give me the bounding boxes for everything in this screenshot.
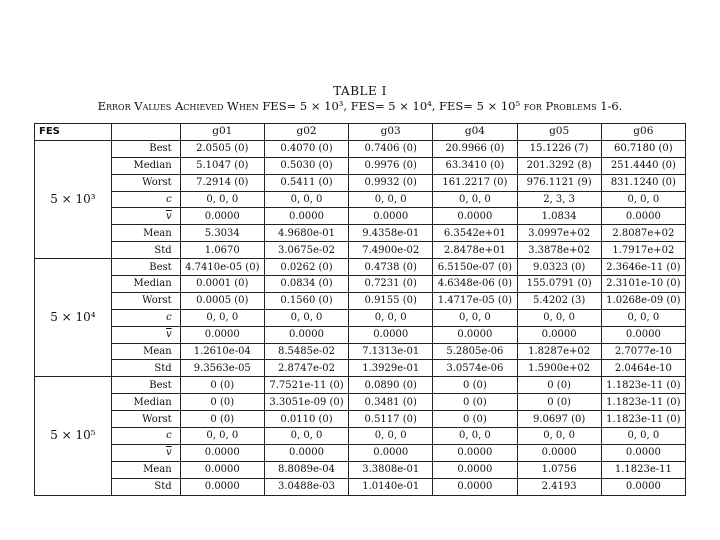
value-cell: 2.3646e-11 (0) xyxy=(601,259,685,276)
value-cell: 201.3292 (8) xyxy=(517,157,601,174)
value-cell: 9.0323 (0) xyxy=(517,259,601,276)
value-cell: 0 (0) xyxy=(433,377,517,394)
value-cell: 7.7521e-11 (0) xyxy=(264,377,348,394)
value-cell: 2.0505 (0) xyxy=(180,140,264,157)
metric-label-cell: $\overline{v}$ xyxy=(111,326,180,343)
value-cell: 3.0675e-02 xyxy=(264,242,348,259)
value-cell: 15.1226 (7) xyxy=(517,140,601,157)
value-cell: 7.1313e-01 xyxy=(349,343,433,360)
value-cell: 0.0000 xyxy=(601,326,685,343)
value-cell: 1.0834 xyxy=(517,208,601,225)
value-cell: 0, 0, 0 xyxy=(264,191,348,208)
table-row xyxy=(35,377,686,394)
value-cell: 2.8478e+01 xyxy=(433,242,517,259)
value-cell: 0, 0, 0 xyxy=(349,428,433,445)
problem-header: g03 xyxy=(349,124,433,141)
metric-label-cell: Mean xyxy=(111,225,180,242)
value-cell: 20.9966 (0) xyxy=(433,140,517,157)
fes-value-cell: 5 × 10⁵ xyxy=(35,377,112,495)
fes-header: FES xyxy=(35,124,112,141)
metric-label-cell: Worst xyxy=(111,174,180,191)
table-row xyxy=(35,326,686,343)
metric-label-cell: c xyxy=(111,309,180,326)
value-cell: 1.0140e-01 xyxy=(349,478,433,495)
metric-label-cell: c xyxy=(111,191,180,208)
header-row xyxy=(35,124,686,141)
value-cell: 0.0262 (0) xyxy=(264,259,348,276)
value-cell: 9.3563e-05 xyxy=(180,360,264,377)
value-cell: 0.0000 xyxy=(433,208,517,225)
value-cell: 0.5117 (0) xyxy=(349,411,433,428)
problem-header: g05 xyxy=(517,124,601,141)
value-cell: 0.5411 (0) xyxy=(264,174,348,191)
value-cell: 0.3481 (0) xyxy=(349,394,433,411)
value-cell: 0.7231 (0) xyxy=(349,276,433,293)
value-cell: 0.0000 xyxy=(433,444,517,461)
value-cell: 0.0890 (0) xyxy=(349,377,433,394)
table-row xyxy=(35,191,686,208)
table-title: TABLE I xyxy=(333,84,387,98)
value-cell: 0, 0, 0 xyxy=(180,309,264,326)
value-cell: 1.2610e-04 xyxy=(180,343,264,360)
value-cell: 1.0268e-09 (0) xyxy=(601,292,685,309)
value-cell: 3.3051e-09 (0) xyxy=(264,394,348,411)
value-cell: 2.3101e-10 (0) xyxy=(601,276,685,293)
value-cell: 0.4738 (0) xyxy=(349,259,433,276)
value-cell: 0, 0, 0 xyxy=(433,309,517,326)
metric-label-cell: $\overline{v}$ xyxy=(111,208,180,225)
value-cell: 0.9155 (0) xyxy=(349,292,433,309)
metric-label-cell: Mean xyxy=(111,343,180,360)
metric-label-cell: Std xyxy=(111,242,180,259)
value-cell: 0.0000 xyxy=(349,444,433,461)
value-cell: 2.8087e+02 xyxy=(601,225,685,242)
table-row xyxy=(35,276,686,293)
table-row xyxy=(35,259,686,276)
value-cell: 9.0697 (0) xyxy=(517,411,601,428)
value-cell: 2.0464e-10 xyxy=(601,360,685,377)
value-cell: 3.3808e-01 xyxy=(349,461,433,478)
value-cell: 2.7077e-10 xyxy=(601,343,685,360)
table-row xyxy=(35,444,686,461)
value-cell: 0.0000 xyxy=(517,444,601,461)
metric-label-cell: c xyxy=(111,428,180,445)
value-cell: 3.0997e+02 xyxy=(517,225,601,242)
value-cell: 63.3410 (0) xyxy=(433,157,517,174)
value-cell: 0, 0, 0 xyxy=(180,428,264,445)
value-cell: 7.2914 (0) xyxy=(180,174,264,191)
value-cell: 0.5030 (0) xyxy=(264,157,348,174)
value-cell: 1.7917e+02 xyxy=(601,242,685,259)
value-cell: 0 (0) xyxy=(433,394,517,411)
value-cell: 1.1823e-11 (0) xyxy=(601,411,685,428)
table-row xyxy=(35,478,686,495)
value-cell: 2.4193 xyxy=(517,478,601,495)
value-cell: 3.0488e-03 xyxy=(264,478,348,495)
metric-label-cell: Best xyxy=(111,140,180,157)
fes-value-cell: 5 × 10⁴ xyxy=(35,259,112,377)
metric-label-cell: Std xyxy=(111,360,180,377)
value-cell: 976.1121 (9) xyxy=(517,174,601,191)
metric-header xyxy=(111,124,180,141)
metric-label-cell: Std xyxy=(111,478,180,495)
value-cell: 0, 0, 0 xyxy=(601,191,685,208)
value-cell: 0.4070 (0) xyxy=(264,140,348,157)
value-cell: 0, 0, 0 xyxy=(180,191,264,208)
value-cell: 4.7410e-05 (0) xyxy=(180,259,264,276)
value-cell: 1.8287e+02 xyxy=(517,343,601,360)
value-cell: 1.1823e-11 (0) xyxy=(601,377,685,394)
value-cell: 0.0000 xyxy=(433,461,517,478)
metric-label-cell: Best xyxy=(111,259,180,276)
value-cell: 0, 0, 0 xyxy=(601,309,685,326)
value-cell: 0, 0, 0 xyxy=(517,428,601,445)
value-cell: 1.1823e-11 xyxy=(601,461,685,478)
table-row xyxy=(35,411,686,428)
value-cell: 0.0000 xyxy=(601,444,685,461)
value-cell: 1.3929e-01 xyxy=(349,360,433,377)
value-cell: 0.1560 (0) xyxy=(264,292,348,309)
value-cell: 0.7406 (0) xyxy=(349,140,433,157)
metric-label-cell: Median xyxy=(111,157,180,174)
value-cell: 5.1047 (0) xyxy=(180,157,264,174)
table-row xyxy=(35,343,686,360)
value-cell: 9.4358e-01 xyxy=(349,225,433,242)
table-row xyxy=(35,309,686,326)
metric-label-cell: Median xyxy=(111,276,180,293)
table-row xyxy=(35,461,686,478)
table-row xyxy=(35,242,686,259)
table-row xyxy=(35,174,686,191)
table-row xyxy=(35,292,686,309)
value-cell: 0 (0) xyxy=(433,411,517,428)
problem-header: g02 xyxy=(264,124,348,141)
value-cell: 60.7180 (0) xyxy=(601,140,685,157)
value-cell: 0.0000 xyxy=(349,326,433,343)
value-cell: 0.0000 xyxy=(601,208,685,225)
value-cell: 0.9932 (0) xyxy=(349,174,433,191)
value-cell: 0.0000 xyxy=(264,444,348,461)
value-cell: 161.2217 (0) xyxy=(433,174,517,191)
table-body xyxy=(35,140,686,495)
value-cell: 4.6348e-06 (0) xyxy=(433,276,517,293)
value-cell: 0, 0, 0 xyxy=(517,309,601,326)
metric-label-cell: Median xyxy=(111,394,180,411)
value-cell: 0.0000 xyxy=(433,326,517,343)
value-cell: 3.0574e-06 xyxy=(433,360,517,377)
value-cell: 1.0670 xyxy=(180,242,264,259)
value-cell: 0.0000 xyxy=(180,461,264,478)
value-cell: 0.0001 (0) xyxy=(180,276,264,293)
table-row xyxy=(35,157,686,174)
value-cell: 0.0005 (0) xyxy=(180,292,264,309)
value-cell: 8.5485e-02 xyxy=(264,343,348,360)
value-cell: 251.4440 (0) xyxy=(601,157,685,174)
table-row xyxy=(35,225,686,242)
metric-label-cell: Best xyxy=(111,377,180,394)
table-row xyxy=(35,360,686,377)
value-cell: 155.0791 (0) xyxy=(517,276,601,293)
value-cell: 0.9976 (0) xyxy=(349,157,433,174)
value-cell: 1.4717e-05 (0) xyxy=(433,292,517,309)
value-cell: 0.0000 xyxy=(180,444,264,461)
value-cell: 0.0000 xyxy=(180,478,264,495)
table-row xyxy=(35,394,686,411)
value-cell: 0 (0) xyxy=(517,394,601,411)
value-cell: 0, 0, 0 xyxy=(349,191,433,208)
value-cell: 2, 3, 3 xyxy=(517,191,601,208)
table-caption: Error Values Achieved When FES= 5 × 10³, FES= 5 × 10⁴, FES= 5 × 10⁵ for Problems 1-6. xyxy=(97,99,623,113)
fes-value-cell: 5 × 10³ xyxy=(35,140,112,258)
value-cell: 6.3542e+01 xyxy=(433,225,517,242)
value-cell: 0.0000 xyxy=(264,326,348,343)
table-row xyxy=(35,428,686,445)
value-cell: 0.0000 xyxy=(180,326,264,343)
metric-label-cell: Worst xyxy=(111,292,180,309)
value-cell: 2.8747e-02 xyxy=(264,360,348,377)
value-cell: 0.0000 xyxy=(180,208,264,225)
problem-header: g04 xyxy=(433,124,517,141)
results-table xyxy=(34,123,686,496)
value-cell: 0.0000 xyxy=(349,208,433,225)
value-cell: 1.1823e-11 (0) xyxy=(601,394,685,411)
value-cell: 0, 0, 0 xyxy=(433,428,517,445)
value-cell: 8.8089e-04 xyxy=(264,461,348,478)
metric-label-cell: Worst xyxy=(111,411,180,428)
value-cell: 0 (0) xyxy=(180,377,264,394)
value-cell: 831.1240 (0) xyxy=(601,174,685,191)
value-cell: 4.9680e-01 xyxy=(264,225,348,242)
metric-label-cell: Mean xyxy=(111,461,180,478)
value-cell: 0 (0) xyxy=(517,377,601,394)
value-cell: 0, 0, 0 xyxy=(433,191,517,208)
value-cell: 0 (0) xyxy=(180,394,264,411)
value-cell: 0.0000 xyxy=(601,478,685,495)
value-cell: 5.3034 xyxy=(180,225,264,242)
value-cell: 0.0000 xyxy=(433,478,517,495)
value-cell: 7.4900e-02 xyxy=(349,242,433,259)
value-cell: 6.5150e-07 (0) xyxy=(433,259,517,276)
value-cell: 3.3878e+02 xyxy=(517,242,601,259)
problem-header: g06 xyxy=(601,124,685,141)
value-cell: 0, 0, 0 xyxy=(601,428,685,445)
value-cell: 0.0000 xyxy=(264,208,348,225)
table-row xyxy=(35,208,686,225)
value-cell: 1.0756 xyxy=(517,461,601,478)
table-row xyxy=(35,140,686,157)
value-cell: 1.5900e+02 xyxy=(517,360,601,377)
value-cell: 5.4202 (3) xyxy=(517,292,601,309)
value-cell: 0.0834 (0) xyxy=(264,276,348,293)
metric-label-cell: $\overline{v}$ xyxy=(111,444,180,461)
problem-header: g01 xyxy=(180,124,264,141)
value-cell: 0.0000 xyxy=(517,326,601,343)
value-cell: 5.2805e-06 xyxy=(433,343,517,360)
value-cell: 0, 0, 0 xyxy=(349,309,433,326)
value-cell: 0, 0, 0 xyxy=(264,309,348,326)
value-cell: 0.0110 (0) xyxy=(264,411,348,428)
value-cell: 0 (0) xyxy=(180,411,264,428)
value-cell: 0, 0, 0 xyxy=(264,428,348,445)
